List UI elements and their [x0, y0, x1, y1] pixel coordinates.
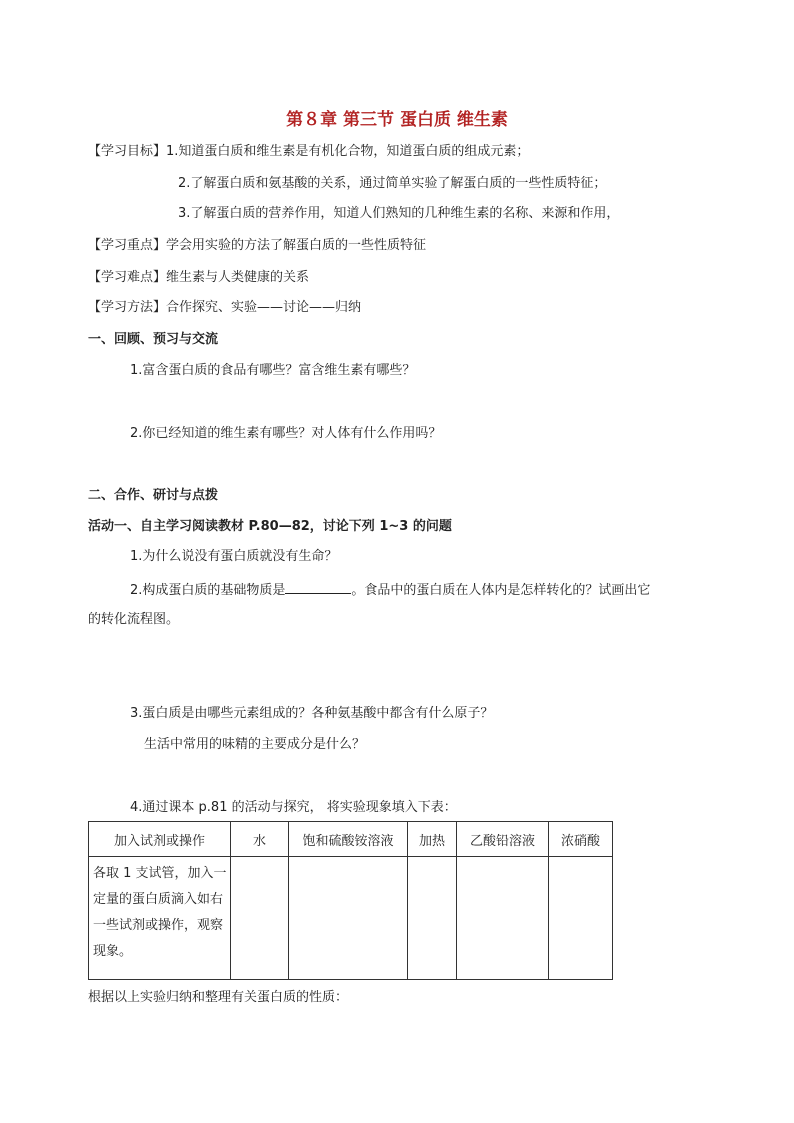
- section-2-question-4: 4.通过课本 p.81 的活动与探究， 将实验现象填入下表：: [130, 800, 457, 815]
- question-2-text-b: 。食品中的蛋白质在人体内是怎样转化的？试画出它: [351, 583, 651, 598]
- goal-item-3: 3.了解蛋白质的营养作用，知道人们熟知的几种维生素的名称、来源和作用，: [178, 206, 620, 221]
- section-1-question-2: 2.你已经知道的维生素有哪些？对人体有什么作用吗？: [130, 426, 442, 441]
- goal-item-1: 1.知道蛋白质和维生素是有机化合物，知道蛋白质的组成元素；: [166, 144, 530, 159]
- table-cell-ammonium-sulfate[interactable]: [289, 857, 408, 980]
- method: 【学习方法】合作探究、实验——讨论——归纳: [88, 300, 362, 315]
- key-point: 【学习重点】学会用实验的方法了解蛋白质的一些性质特征: [88, 238, 427, 253]
- table-cell-heat[interactable]: [408, 857, 457, 980]
- goals-label: 【学习目标】: [88, 144, 167, 159]
- table-row: [89, 857, 613, 980]
- table-row-label: 各取 1 支试管，加入一定量的蛋白质滴入如右一些试剂或操作，观察现象。: [89, 857, 231, 980]
- section-2-question-1: 1.为什么说没有蛋白质就没有生命？: [130, 549, 338, 564]
- table-cell-nitric-acid[interactable]: [549, 857, 613, 980]
- section-2-heading: 二、合作、研讨与点拨: [88, 488, 219, 503]
- section-1-question-1: 1.富含蛋白质的食品有哪些？富含维生素有哪些？: [130, 363, 416, 378]
- table-header: 加入试剂或操作: [89, 822, 231, 857]
- section-2-question-2: [130, 581, 650, 599]
- table-header: 加热: [408, 822, 457, 857]
- section-2-question-2-cont: 的转化流程图。: [88, 612, 180, 627]
- goal-item-2: 2.了解蛋白质和氨基酸的关系，通过简单实验了解蛋白质的一些性质特征；: [178, 176, 607, 191]
- section-2-question-3-line-2: 生活中常用的味精的主要成分是什么？: [144, 737, 366, 752]
- experiment-table: [88, 821, 613, 980]
- table-cell-water[interactable]: [231, 857, 289, 980]
- table-header: 乙酸铅溶液: [457, 822, 549, 857]
- table-header: 水: [231, 822, 289, 857]
- activity-one: 活动一、自主学习阅读教材 P.80—82，讨论下列 1~3 的问题: [88, 519, 452, 534]
- conclusion: 根据以上实验归纳和整理有关蛋白质的性质：: [88, 990, 349, 1005]
- table-header: 浓硝酸: [549, 822, 613, 857]
- difficulty: 【学习难点】维生素与人类健康的关系: [88, 270, 310, 285]
- section-2-question-3: 3.蛋白质是由哪些元素组成的？各种氨基酸中都含有什么原子？: [130, 706, 494, 721]
- question-2-text-a: 2.构成蛋白质的基础物质是: [130, 583, 286, 598]
- table-header-row: [89, 822, 613, 857]
- page-title: 第８章 第三节 蛋白质 维生素: [286, 110, 508, 130]
- answer-blank[interactable]: [285, 581, 351, 594]
- section-1-heading: 一、回顾、预习与交流: [88, 332, 219, 347]
- goals-line-1: [88, 144, 529, 160]
- table-header: 饱和硫酸铵溶液: [289, 822, 408, 857]
- table-cell-lead-acetate[interactable]: [457, 857, 549, 980]
